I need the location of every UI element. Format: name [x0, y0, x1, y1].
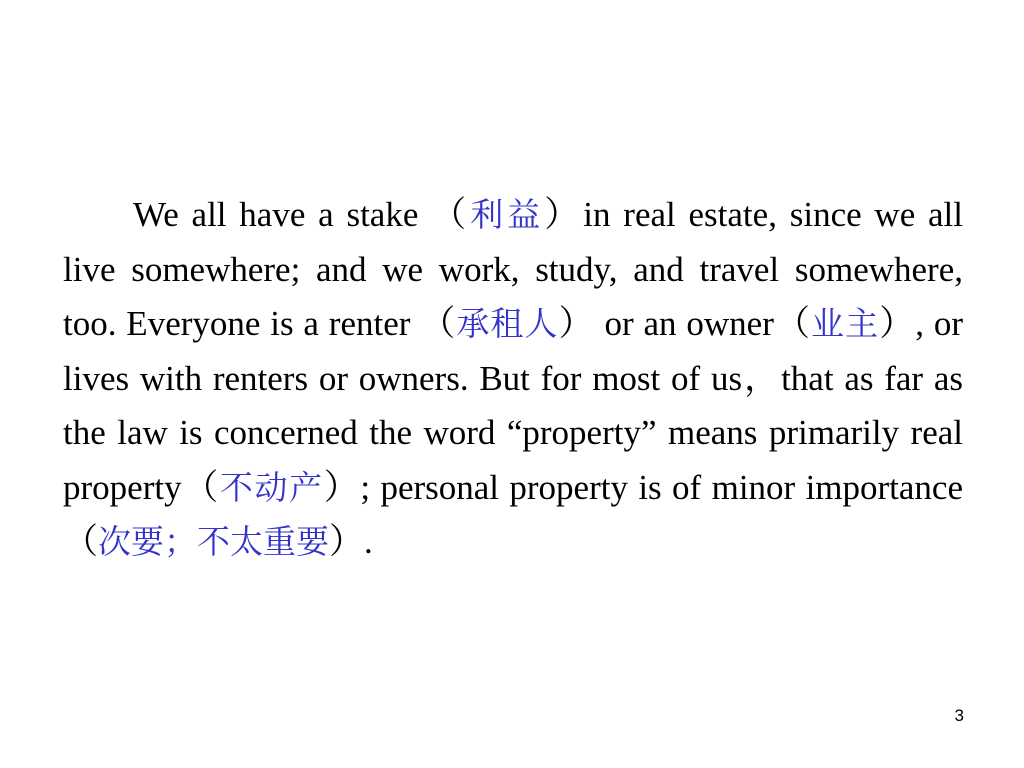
text-segment: ）, or lives with renters or owners. But for most of us，that as far as the law is concerned the word “property” means primarily real property（	[63, 304, 964, 507]
chinese-gloss: 次要；不太重要	[98, 522, 330, 561]
chinese-gloss: 业主	[811, 304, 880, 343]
chinese-gloss: 承租人	[456, 304, 559, 343]
text-segment: We all have a stake	[133, 195, 432, 234]
body-paragraph	[63, 188, 963, 570]
text-segment: ）.	[329, 522, 373, 561]
text-segment: （	[431, 195, 471, 234]
text-segment: （	[420, 304, 457, 343]
text-segment: ）; personal property is of minor importance（	[63, 467, 964, 561]
chinese-gloss: 利益	[470, 195, 545, 234]
text-segment: ） or an owner（	[558, 304, 812, 343]
chinese-gloss: 不动产	[219, 467, 324, 507]
text-segment: ）in real estate, since we all live somewhere; and we work, study, and travel somewhere, too. Everyone is a renter	[63, 195, 963, 343]
slide-number: 3	[954, 706, 964, 725]
